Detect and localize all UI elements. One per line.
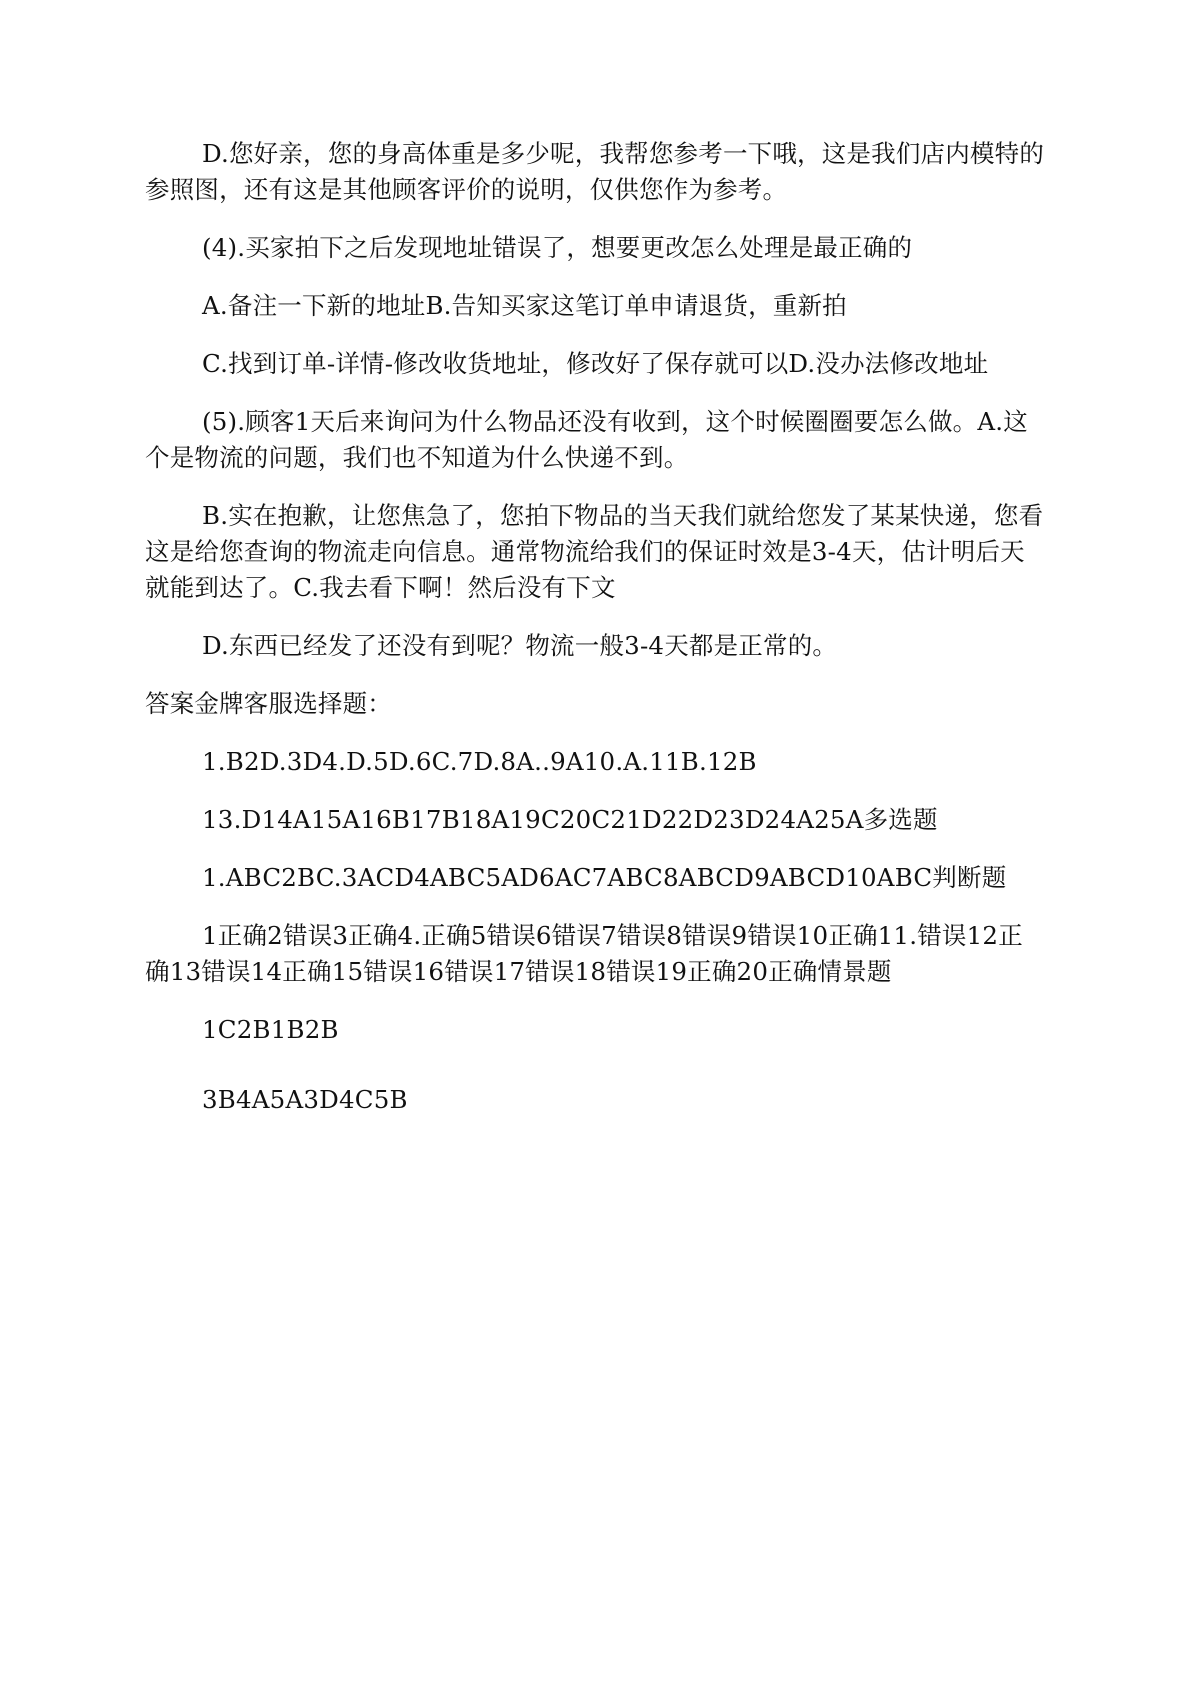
- paragraph-options-ab: A.备注一下新的地址B.告知买家这笔订单申请退货，重新拍: [202, 291, 847, 320]
- document-body: [145, 136, 1045, 1140]
- paragraph-options-cd: C.找到订单-详情-修改收货地址，修改好了保存就可以D.没办法修改地址: [202, 349, 989, 378]
- answers-true-false: 1正确2错误3正确4.正确5错误6错误7错误8错误9错误10正确11.错误12正确13错误14正确15错误16错误17错误18错误19正确20正确情景题: [145, 921, 1023, 986]
- answers-heading: 答案金牌客服选择题：: [145, 689, 392, 718]
- answers-single-choice-2: 13.D14A15A16B17B18A19C20C21D22D23D24A25A多选题: [202, 805, 938, 834]
- paragraph-question-5: (5).顾客1天后来询问为什么物品还没有收到，这个时候圈圈要怎么做。A.这个是物流的问题，我们也不知道为什么快递不到。: [145, 407, 1028, 472]
- answers-scenario-1: 1C2B1B2B: [202, 1015, 339, 1044]
- paragraph-options-bc: B.实在抱歉，让您焦急了，您拍下物品的当天我们就给您发了某某快递，您看这是给您查询的物流走向信息。通常物流给我们的保证时效是3-4天，估计明后天就能到达了。C.我去看下啊！然后没有下文: [145, 501, 1044, 602]
- paragraph-question-4: (4).买家拍下之后发现地址错误了，想要更改怎么处理是最正确的: [202, 233, 913, 262]
- answers-scenario-2: 3B4A5A3D4C5B: [202, 1085, 408, 1114]
- answers-single-choice-1: 1.B2D.3D4.D.5D.6C.7D.8A..9A10.A.11B.12B: [202, 747, 757, 776]
- paragraph-option-d-logistics: D.东西已经发了还没有到呢？物流一般3-4天都是正常的。: [202, 631, 838, 660]
- answers-multiple-choice: 1.ABC2BC.3ACD4ABC5AD6AC7ABC8ABCD9ABCD10ABC判断题: [202, 863, 1007, 892]
- paragraph-option-d: D.您好亲，您的身高体重是多少呢，我帮您参考一下哦，这是我们店内模特的参照图，还有这是其他顾客评价的说明，仅供您作为参考。: [145, 139, 1045, 204]
